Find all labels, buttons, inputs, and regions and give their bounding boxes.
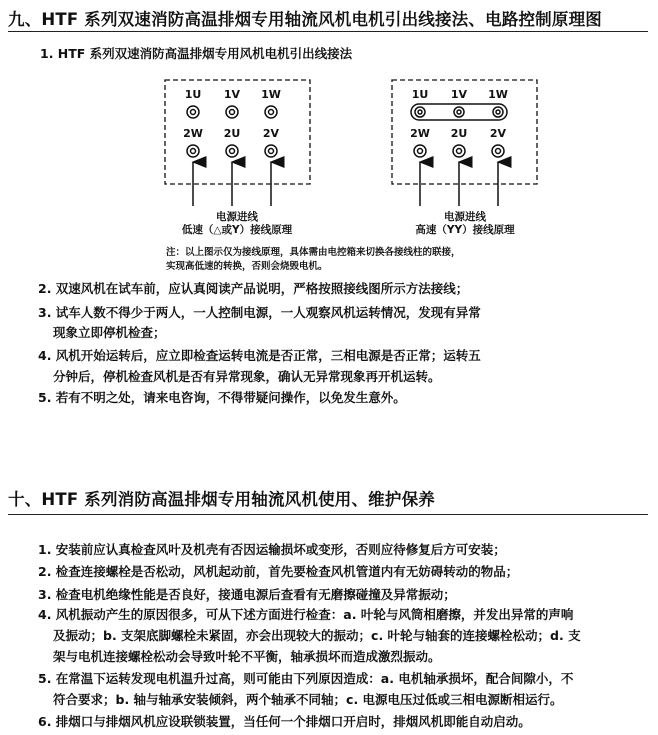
terminal-label: 2W (183, 127, 203, 140)
low-speed-caption-1: 电源进线 (216, 211, 258, 223)
item-10-3: 3. 检查电机绝缘性能是否良好，接通电源后查看有无磨擦碰撞及异常振动； (38, 587, 456, 602)
item-9-5: 5. 若有不明之处，请来电咨询，不得带疑问操作，以免发生意外。 (38, 390, 406, 405)
item-10-4c: 架与电机连接螺栓松动会导致叶轮不平衡，轴承损坏而造成激烈振动。 (53, 649, 441, 664)
item-9-4b: 分钟后，停机检查风机是否有异常现象，确认无异常现象再开机运转。 (53, 369, 441, 384)
item-9-3a: 3. 试车人数不得少于两人，一人控制电源，一人观察风机运转情况，发现有异常 (38, 305, 481, 320)
terminal-label: 2U (450, 127, 468, 140)
item-10-5b: 符合要求；b. 轴与轴承安装倾斜，两个轴承不同轴；c. 电源电压过低或三相电源断相运行。 (53, 692, 563, 707)
section-10-divider (8, 514, 648, 515)
high-speed-caption-1: 电源进线 (444, 211, 486, 223)
item-10-6: 6. 排烟口与排烟风机应设联锁装置，当任何一个排烟口开启时，排烟风机即能自动启动。 (38, 714, 531, 729)
terminal-label: 1V (450, 88, 468, 101)
wiring-note-2: 实现高低速的转换，否则会烧毁电机。 (166, 261, 328, 272)
item-9-2: 2. 双速风机在试车前，应认真阅读产品说明，严格按照接线图所示方法接线； (38, 281, 469, 296)
low-speed-caption-2: 低速（△或Y）接线原理 (181, 224, 293, 236)
high-speed-caption-2: 高速（YY）接线原理 (415, 224, 515, 236)
terminal-label: 1W (261, 88, 281, 101)
section-9-heading: 九、HTF 系列双速消防高温排烟专用轴流风机电机引出线接法、电路控制原理图 (8, 10, 602, 29)
terminal-label: 1W (488, 88, 508, 101)
item-10-5a: 5. 在常温下运转发现电机温升过高，则可能由下列原因造成：a. 电机轴承损坏，配合间隙小，不 (38, 671, 574, 686)
section-9-subheading: 1. HTF 系列双速消防高温排烟专用风机电机引出线接法 (40, 46, 353, 61)
wiring-note-1: 注：以上图示仅为接线原理，具体需由电控箱来切换各接线柱的联接， (166, 247, 461, 258)
item-9-3b: 现象立即停机检查； (53, 325, 166, 340)
item-10-4a: 4. 风机振动产生的原因很多，可从下述方面进行检查：a. 叶轮与风筒相磨擦，并发出异常的声响 (38, 607, 574, 622)
terminal-label: 2U (223, 127, 241, 140)
item-9-4a: 4. 风机开始运转后，应立即检查运转电流是否正常，三相电源是否正常；运转五 (38, 348, 481, 363)
terminal-label: 1U (411, 88, 429, 101)
terminal-label: 2W (410, 127, 430, 140)
item-10-4b: 及振动；b. 支架底脚螺栓未紧固，亦会出现较大的振动；c. 叶轮与轴套的连接螺栓松动；d. 支 (53, 628, 581, 643)
terminal-label: 2V (489, 127, 507, 140)
section-10-heading: 十、HTF 系列消防高温排烟专用轴流风机使用、维护保养 (8, 490, 435, 509)
item-10-1: 1. 安装前应认真检查风叶及机壳有否因运输损坏或变形，否则应待修复后方可安装； (38, 542, 506, 557)
item-10-2: 2. 检查连接螺栓是否松动，风机起动前，首先要检查风机管道内有无妨碍转动的物品； (38, 564, 519, 579)
terminal-label: 1V (223, 88, 241, 101)
terminal-label: 1U (184, 88, 202, 101)
terminal-label: 2V (262, 127, 280, 140)
